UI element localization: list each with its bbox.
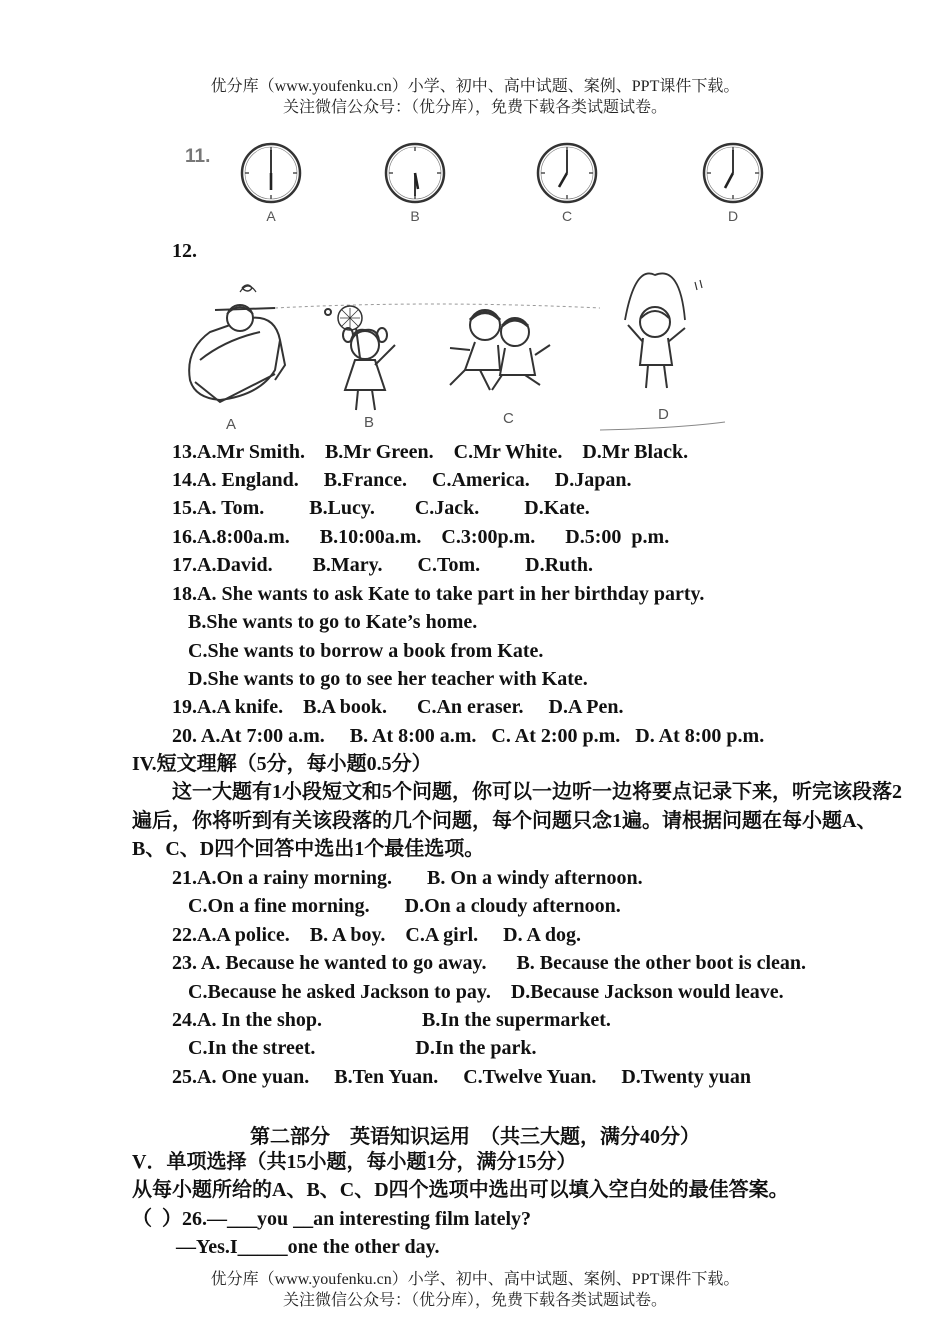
part-two-heading: 第二部分 英语知识运用 （共三大题，满分40分）	[250, 1126, 700, 1148]
clock-label: A	[266, 208, 276, 224]
page-footer	[0, 1269, 950, 1311]
footer-line-1: 优分库（www.youfenku.cn）小学、初中、高中试题、案例、PPT课件下载。	[210, 1271, 740, 1288]
clock-option-d	[700, 140, 766, 226]
picture-label: A	[226, 416, 237, 433]
clock-icon	[382, 140, 448, 206]
clock-icon	[238, 140, 304, 206]
clock-label: D	[727, 208, 739, 224]
picture-label: C	[503, 410, 514, 427]
question-number: 12.	[172, 240, 197, 262]
question-17: 17.A.David. B.Mary. C.Tom. D.Ruth.	[172, 554, 593, 576]
header-line-2: 关注微信公众号：（优分库），免费下载各类试题试卷。	[282, 99, 667, 116]
section-iv-text: 这一大题有1小段短文和5个问题，你可以一边听一边将要点记录下来，听完该段落2遍后，你将听到有关该段落的几个问题，每个问题只念1遍。请根据问题在每小题A、B、C、D四个回答中选出1个最佳选项。	[132, 781, 902, 860]
question-24-line-2: C.In the street. D.In the park.	[188, 1037, 537, 1059]
clock-icon	[534, 140, 600, 206]
question-19: 19.A.A knife. B.A book. C.An eraser. D.A Pen.	[172, 696, 624, 718]
picture-a-sleeping-icon	[189, 285, 285, 402]
question-18-option-b: B.She wants to go to Kate’s home.	[188, 611, 478, 633]
question-20: 20. A.At 7:00 a.m. B. At 8:00 a.m. C. At 2:00 p.m. D. At 8:00 p.m.	[172, 725, 765, 747]
picture-d-jump-rope-icon	[625, 273, 702, 388]
question-18-option-d: D.She wants to go to see her teacher with Kate.	[188, 668, 588, 690]
question-16: 16.A.8:00a.m. B.10:00a.m. C.3:00p.m. D.5:00 p.m.	[172, 526, 670, 548]
picture-c-running-icon	[450, 310, 550, 390]
question-22: 22.A.A police. B. A boy. C.A girl. D. A dog.	[172, 924, 581, 946]
question-14: 14.A. England. B.France. C.America. D.Japan.	[172, 469, 632, 491]
clock-option-a	[238, 140, 304, 226]
section-iv-heading: IV.短文理解（5分，每小题0.5分）	[132, 753, 432, 775]
question-25: 25.A. One yuan. B.Ten Yuan. C.Twelve Yuan. D.Twenty yuan	[172, 1066, 752, 1088]
activity-illustrations	[180, 270, 740, 440]
question-21-line-1: 21.A.On a rainy morning. B. On a windy afternoon.	[172, 867, 643, 889]
clock-label: C	[561, 208, 573, 224]
question-26-line-1: （ ）26.—___you __an interesting film lately?	[132, 1208, 532, 1230]
section-iv-instructions	[132, 778, 904, 864]
question-21-line-2: C.On a fine morning. D.On a cloudy afternoon.	[188, 895, 621, 917]
question-23-line-1: 23. A. Because he wanted to go away. B. Because the other boot is clean.	[172, 952, 807, 974]
question-23-line-2: C.Because he asked Jackson to pay. D.Because Jackson would leave.	[188, 981, 784, 1003]
question-12-pictures	[180, 270, 740, 440]
question-11-clocks	[180, 130, 800, 230]
question-15: 15.A. Tom. B.Lucy. C.Jack. D.Kate.	[172, 497, 590, 519]
picture-label: B	[364, 414, 375, 431]
clock-option-c	[534, 140, 600, 226]
clock-icon	[700, 140, 766, 206]
question-24-line-1: 24.A. In the shop. B.In the supermarket.	[172, 1009, 611, 1031]
question-18-option-a: 18.A. She wants to ask Kate to take part in her birthday party.	[172, 583, 705, 605]
footer-line-2: 关注微信公众号：（优分库），免费下载各类试题试卷。	[282, 1292, 667, 1309]
page-header	[0, 76, 950, 118]
picture-b-badminton-icon	[325, 306, 395, 410]
section-v-heading: V．单项选择（共15小题，每小题1分，满分15分）	[132, 1151, 577, 1173]
picture-label: D	[658, 406, 669, 423]
question-26-line-2: —Yes.I_____one the other day.	[176, 1236, 440, 1258]
question-13: 13.A.Mr Smith. B.Mr Green. C.Mr White. D.Mr Black.	[172, 441, 689, 463]
question-number: 11.	[185, 146, 211, 167]
clock-option-b	[382, 140, 448, 226]
section-v-instructions: 从每小题所给的A、B、C、D四个选项中选出可以填入空白处的最佳答案。	[132, 1179, 789, 1201]
header-line-1: 优分库（www.youfenku.cn）小学、初中、高中试题、案例、PPT课件下载。	[210, 78, 740, 95]
clock-label: B	[410, 208, 420, 224]
question-18-option-c: C.She wants to borrow a book from Kate.	[188, 640, 544, 662]
